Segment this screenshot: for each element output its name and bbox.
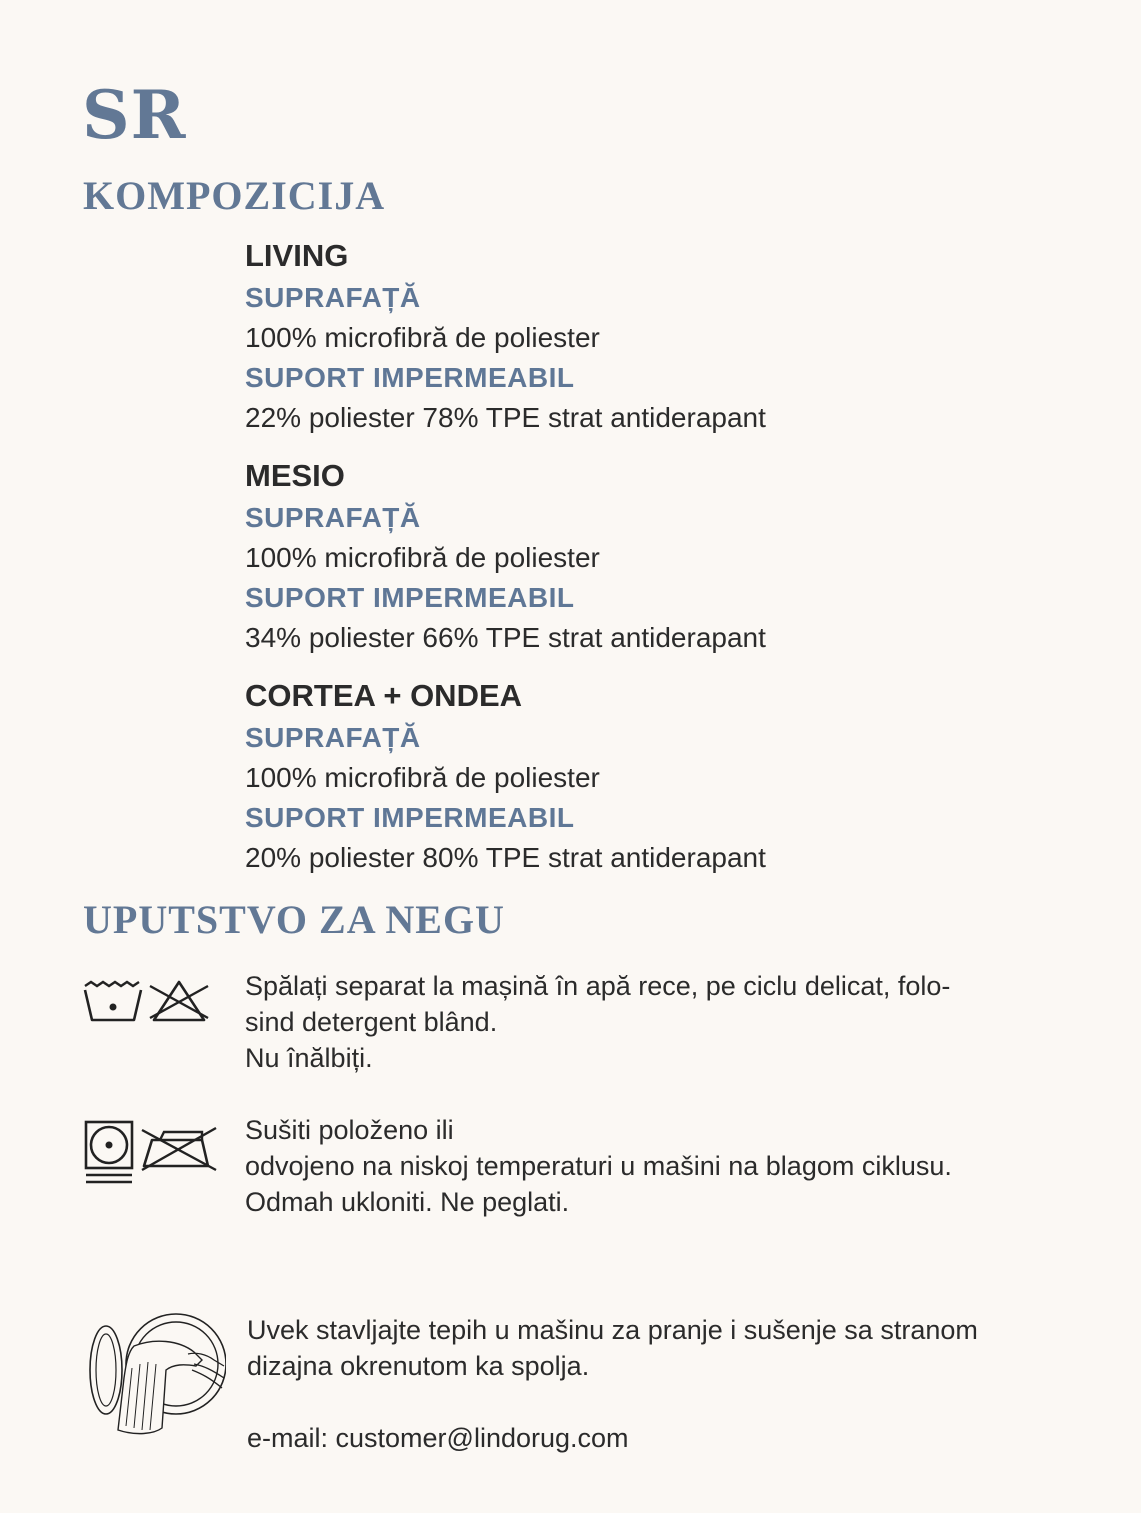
surface-value: 100% microfibră de poliester [245,322,600,353]
backing-value: 20% poliester 80% TPE strat antiderapant [245,842,766,873]
wash-instructions [245,968,1105,1076]
contact-email[interactable]: e-mail: customer@lindorug.com [247,1423,629,1453]
machine-instructions [247,1312,1107,1384]
backing-value: 34% poliester 66% TPE strat antiderapant [245,622,766,653]
surface-label: SUPRAFAȚĂ [245,722,421,753]
product-name: LIVING [245,238,349,273]
machine-line-2: dizajna okrenutom ka spolja. [247,1351,590,1381]
surface-label: SUPRAFAȚĂ [245,502,421,533]
wash-line-1: Spălați separat la mașină în apă rece, pe ciclu delicat, folo- [245,971,951,1001]
language-code: SR [82,76,187,154]
product-block-mesio [245,458,1045,658]
product-name: CORTEA + ONDEA [245,678,523,713]
dry-line-2: odvojeno na niskoj temperaturi u mašini na blagom ciklusu. [245,1151,952,1181]
dry-instructions [245,1112,1105,1220]
surface-value: 100% microfibră de poliester [245,762,600,793]
dry-line-1: Sušiti položeno ili [245,1115,454,1145]
surface-label: SUPRAFAȚĂ [245,282,421,313]
wash-30-gentle-icon [82,980,144,1026]
care-title: UPUTSTVO ZA NEGU [83,897,505,942]
backing-label: SUPORT IMPERMEABIL [245,582,575,613]
surface-value: 100% microfibră de poliester [245,542,600,573]
composition-title: KOMPOZICIJA [83,173,386,218]
backing-label: SUPORT IMPERMEABIL [245,802,575,833]
product-block-living [245,238,1045,438]
product-name: MESIO [245,458,345,493]
backing-label: SUPORT IMPERMEABIL [245,362,575,393]
dry-line-3: Odmah ukloniti. Ne peglati. [245,1187,570,1217]
wash-line-3: Nu înălbiți. [245,1043,373,1073]
tumble-dry-low-gentle-icon [84,1120,136,1186]
product-block-cortea-ondea [245,678,1045,878]
backing-value: 22% poliester 78% TPE strat antiderapant [245,402,766,433]
washing-machine-rug-icon [84,1308,226,1440]
no-bleach-icon [148,980,210,1026]
do-not-iron-icon [140,1124,220,1174]
wash-line-2: sind detergent blând. [245,1007,498,1037]
machine-line-1: Uvek stavljajte tepih u mašinu za pranje i sušenje sa stranom [247,1315,978,1345]
